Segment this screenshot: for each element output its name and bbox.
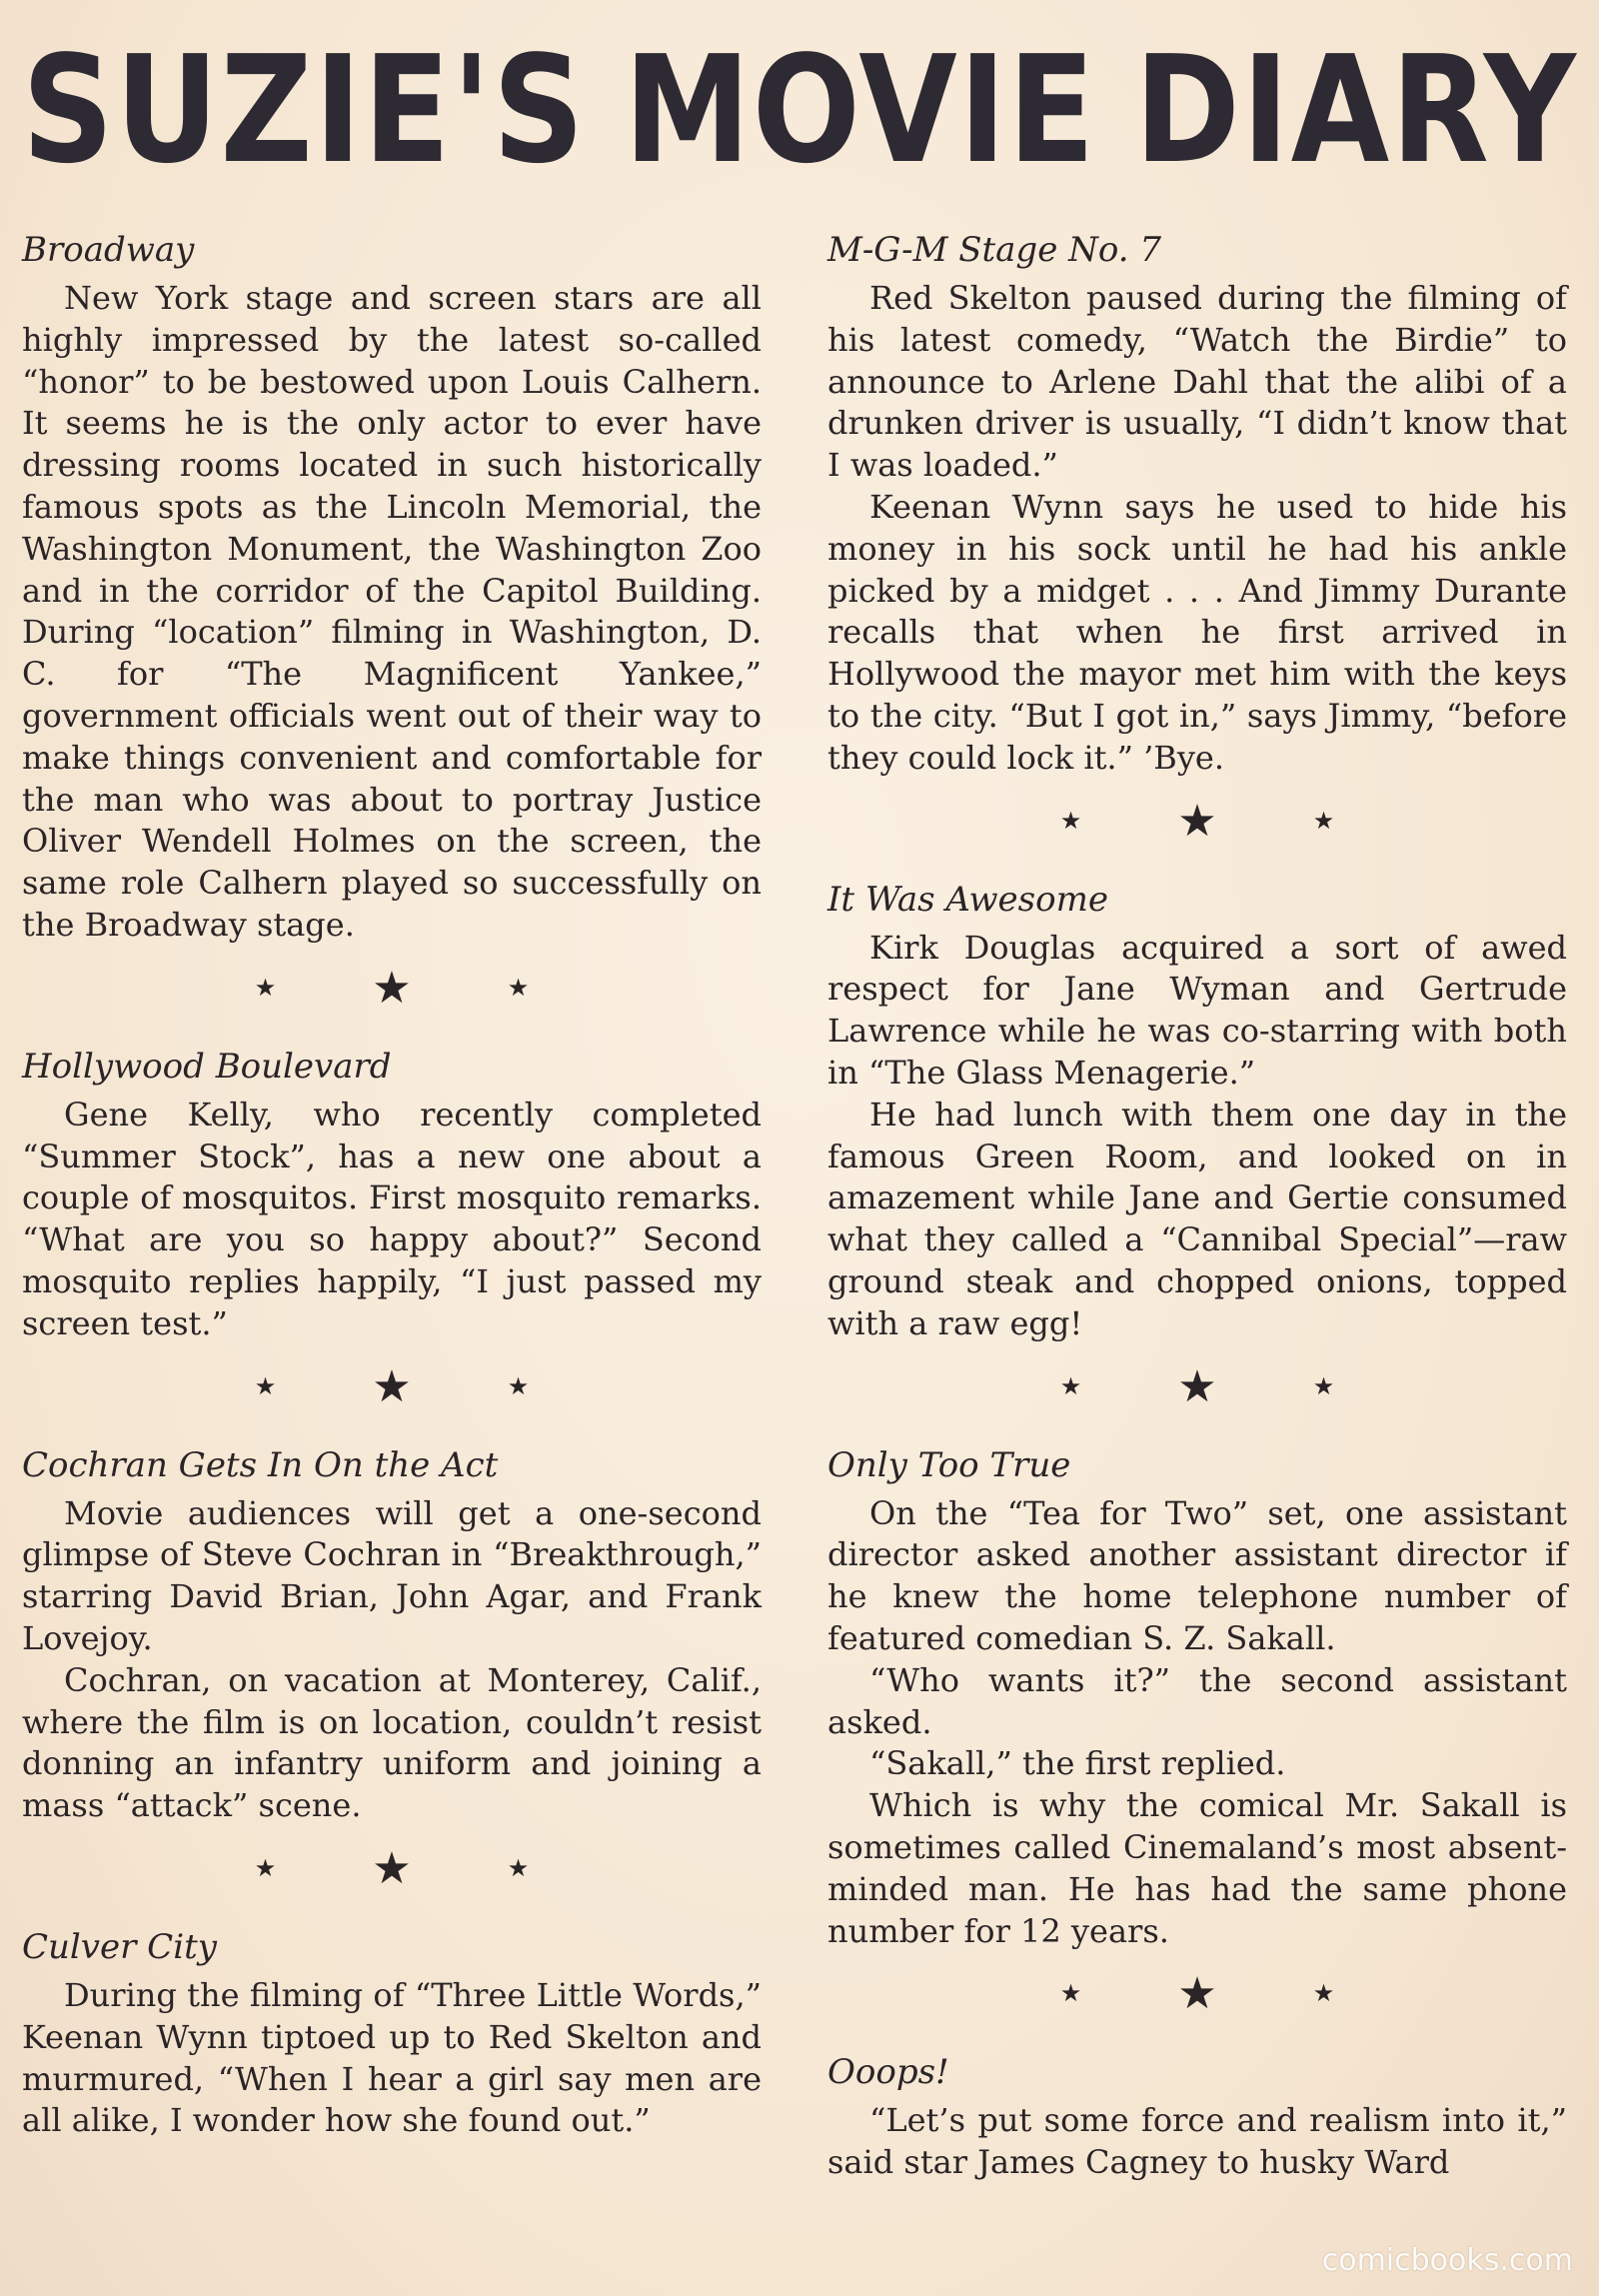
page-title: [22, 20, 1578, 200]
article-mgm-stage: [827, 228, 1567, 780]
small-star-icon: ★: [254, 973, 277, 1002]
article-paragraph: Which is why the comical Mr. Sakall is sometimes called Cinemaland’s most absent-minded man. He has had the same phone number for 12 years.: [827, 1786, 1567, 1950]
small-star-icon: ★: [254, 1371, 277, 1400]
small-star-icon: ★: [1059, 1979, 1082, 2008]
star-divider: [827, 1359, 1567, 1415]
article-heading: Broadway: [22, 230, 195, 270]
star-divider: [827, 1966, 1567, 2022]
article-paragraph: He had lunch with them one day in the famous Green Room, and looked on in amazement while Jane and Gertie consumed what they called a “Cannibal Special”—raw ground steak and chopped onions, topped with a raw egg!: [827, 1095, 1567, 1342]
small-star-icon: ★: [1312, 1371, 1335, 1400]
article-heading: Only Too True: [827, 1444, 1071, 1485]
article-heading: Cochran Gets In On the Act: [22, 1444, 499, 1485]
article-paragraph: Kirk Douglas acquired a sort of awed respect for Jane Wyman and Gertrude Lawrence while he was co-starring with both in “The Glass Menagerie.”: [827, 928, 1567, 1092]
large-star-icon: ★: [372, 962, 412, 1014]
large-star-icon: ★: [372, 1360, 412, 1412]
star-divider: [22, 1359, 762, 1415]
small-star-icon: ★: [507, 1854, 530, 1882]
article-heading: Culver City: [22, 1926, 217, 1967]
article-paragraph: Gene Kelly, who recently completed “Summer Stock”, has a new one about a couple of mosquitos. First mosquito remarks. “What are you so happy about?” Second mosquito replies happily, “I just passed my screen test.”: [22, 1095, 762, 1342]
article-it-was-awesome: [827, 878, 1567, 1345]
small-star-icon: ★: [1312, 806, 1335, 835]
article-culver-city: [22, 1925, 762, 2142]
small-star-icon: ★: [507, 1371, 530, 1400]
small-star-icon: ★: [1312, 1979, 1335, 2008]
article-heading: Ooops!: [827, 2052, 949, 2093]
small-star-icon: ★: [1059, 1371, 1082, 1400]
star-divider: [827, 794, 1567, 850]
article-only-too-true: [827, 1443, 1567, 1953]
article-cochran: [22, 1443, 762, 1827]
article-paragraph: Cochran, on vacation at Monterey, Calif., where the film is on location, couldn’t resist donning an infantry uniform and joining a mass “attack” scene.: [22, 1660, 762, 1825]
article-paragraph: During the filming of “Three Little Words,” Keenan Wynn tiptoed up to Red Skelton and murmured, “When I hear a girl say men are all alike, I wonder how she found out.”: [22, 1975, 762, 2140]
star-divider: [22, 961, 762, 1017]
left-column: [22, 228, 762, 2142]
site-watermark: comicbooks.com: [1321, 2243, 1573, 2278]
article-paragraph: Red Skelton paused during the filming of his latest comedy, “Watch the Birdie” to announce to Arlene Dahl that the alibi of a drunken driver is usually, “I didn’t know that I was loaded.”: [827, 279, 1567, 485]
article-paragraph: “Who wants it?” the second assistant asked.: [827, 1660, 1567, 1741]
large-star-icon: ★: [1177, 1968, 1217, 2020]
article-heading: Hollywood Boulevard: [22, 1046, 392, 1087]
large-star-icon: ★: [372, 1843, 412, 1894]
article-heading: M-G-M Stage No. 7: [827, 230, 1161, 270]
article-paragraph: On the “Tea for Two” set, one assistant director asked another assistant director if he knew the home telephone number of featured comedian S. Z. Sakall.: [827, 1493, 1567, 1657]
small-star-icon: ★: [507, 973, 530, 1002]
title-word-3: DIARY: [1134, 24, 1578, 196]
article-paragraph: Movie audiences will get a one-second glimpse of Steve Cochran in “Breakthrough,” starring David Brian, John Agar, and Frank Lovejoy.: [22, 1493, 762, 1657]
small-star-icon: ★: [254, 1854, 277, 1882]
article-paragraph: Keenan Wynn says he used to hide his money in his sock until he had his ankle picked by a midget . . . And Jimmy Durante recalls that when he first arrived in Hollywood the mayor met him with the keys to the city. “But I got in,” says Jimmy, “before they could lock it.” ’Bye.: [827, 487, 1567, 777]
article-broadway: [22, 228, 762, 947]
title-word-2: MOVIE: [624, 24, 1097, 196]
article-paragraph: “Let’s put some force and realism into it,” said star James Cagney to husky Ward: [827, 2101, 1567, 2182]
right-column: [827, 228, 1567, 2184]
article-hollywood-boulevard: [22, 1045, 762, 1345]
article-paragraph: New York stage and screen stars are all highly impressed by the latest so-called “honor” to be bestowed upon Louis Calhern. It seems he is the only actor to ever have dressing rooms located in such historically famous spots as the Lincoln Memorial, the Washington Monument, the Washington Zoo and in the corridor of the Capitol Building. During “location” filming in Washington, D. C. for “The Magnificent Yankee,” government officials went out of their way to make things convenient and comfortable for the man who was about to portray Justice Oliver Wendell Holmes on the screen, the same role Calhern played so successfully on the Broadway stage.: [22, 279, 762, 944]
article-ooops: [827, 2050, 1567, 2184]
star-divider: [22, 1841, 762, 1897]
title-word-1: SUZIE'S: [22, 24, 587, 196]
small-star-icon: ★: [1059, 806, 1082, 835]
large-star-icon: ★: [1177, 795, 1217, 847]
article-heading: It Was Awesome: [827, 879, 1108, 920]
article-paragraph: “Sakall,” the first replied.: [869, 1744, 1286, 1783]
large-star-icon: ★: [1177, 1360, 1217, 1412]
